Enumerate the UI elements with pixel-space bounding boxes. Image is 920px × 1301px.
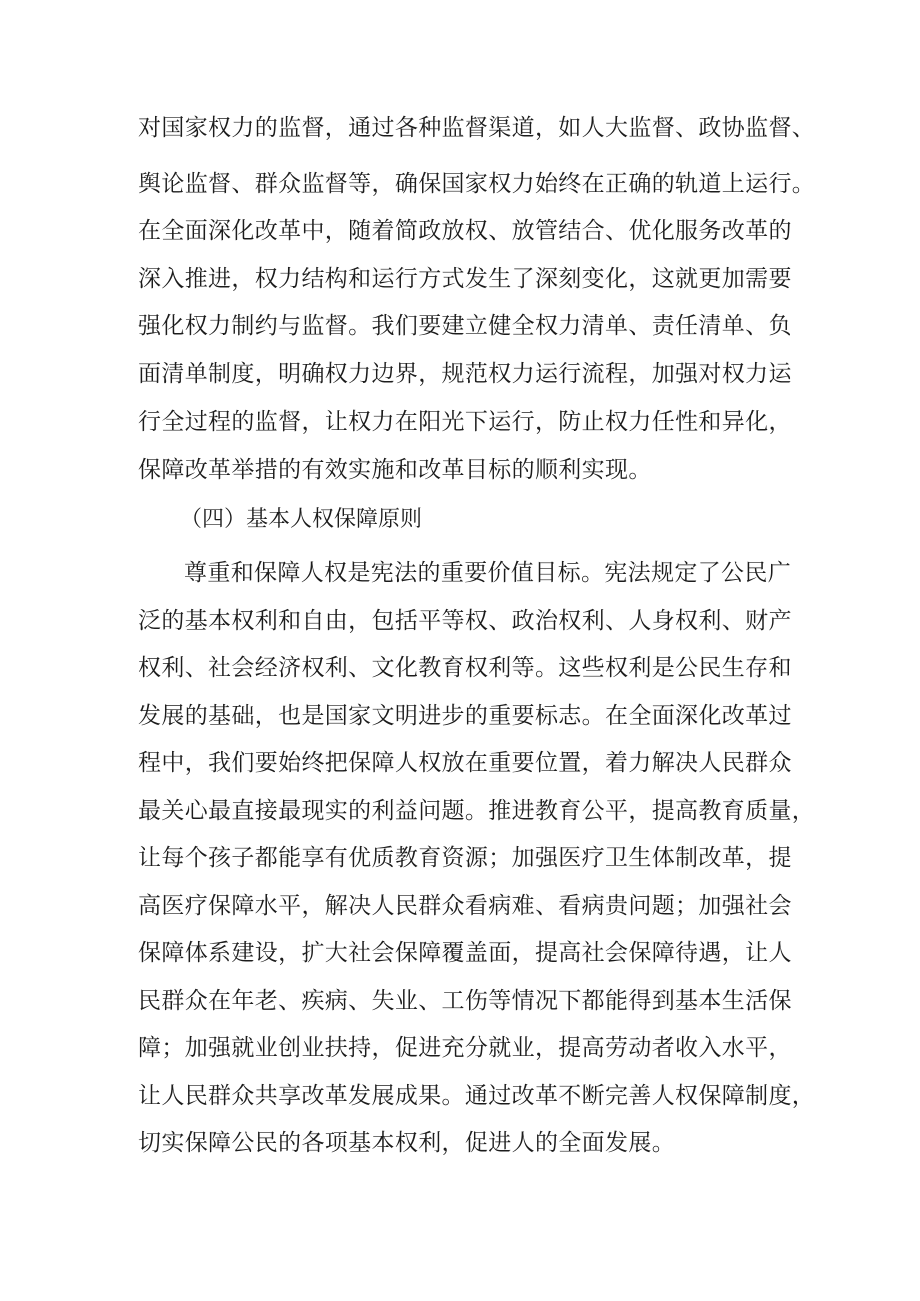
text-line: 民群众在年老、疾病、失业、工伤等情况下都能得到基本生活保 bbox=[138, 988, 792, 1014]
text-line: 最关心最直接最现实的利益问题。推进教育公平，提高教育质量， bbox=[138, 798, 816, 824]
text-line: 权利、社会经济权利、文化教育权利等。这些权利是公民生存和 bbox=[138, 655, 792, 681]
text-line: 切实保障公民的各项基本权利，促进人的全面发展。 bbox=[138, 1130, 676, 1156]
text-line: 让每个孩子都能享有优质教育资源；加强医疗卫生体制改革，提 bbox=[138, 845, 792, 871]
text-line: 障；加强就业创业扶持，促进充分就业，提高劳动者收入水平， bbox=[138, 1035, 792, 1061]
text-line: 面清单制度，明确权力边界，规范权力运行流程，加强对权力运 bbox=[138, 361, 792, 387]
text-line: 舆论监督、群众监督等，确保国家权力始终在正确的轨道上运行。 bbox=[138, 171, 816, 197]
text-line: 在全面深化改革中，随着简政放权、放管结合、优化服务改革的 bbox=[138, 218, 792, 244]
text-line: 让人民群众共享改革发展成果。通过改革不断完善人权保障制度， bbox=[138, 1083, 816, 1109]
text-line: 对国家权力的监督，通过各种监督渠道，如人大监督、政协监督、 bbox=[138, 115, 816, 141]
text-line: 保障体系建设，扩大社会保障覆盖面，提高社会保障待遇，让人 bbox=[138, 940, 792, 966]
text-line: 高医疗保障水平，解决人民群众看病难、看病贵问题；加强社会 bbox=[138, 893, 792, 919]
text-line: 程中，我们要始终把保障人权放在重要位置，着力解决人民群众 bbox=[138, 750, 792, 776]
section-heading: （四）基本人权保障原则 bbox=[180, 507, 423, 532]
text-line: 强化权力制约与监督。我们要建立健全权力清单、责任清单、负 bbox=[138, 313, 792, 339]
text-line: 保障改革举措的有效实施和改革目标的顺利实现。 bbox=[138, 457, 652, 483]
text-line: 深入推进，权力结构和运行方式发生了深刻变化，这就更加需要 bbox=[138, 266, 792, 292]
text-line: 泛的基本权利和自由，包括平等权、政治权利、人身权利、财产 bbox=[138, 608, 792, 634]
text-line: 行全过程的监督，让权力在阳光下运行，防止权力任性和异化， bbox=[138, 409, 792, 435]
text-line: 尊重和保障人权是宪法的重要价值目标。宪法规定了公民广 bbox=[184, 560, 792, 586]
text-line: 发展的基础，也是国家文明进步的重要标志。在全面深化改革过 bbox=[138, 703, 792, 729]
